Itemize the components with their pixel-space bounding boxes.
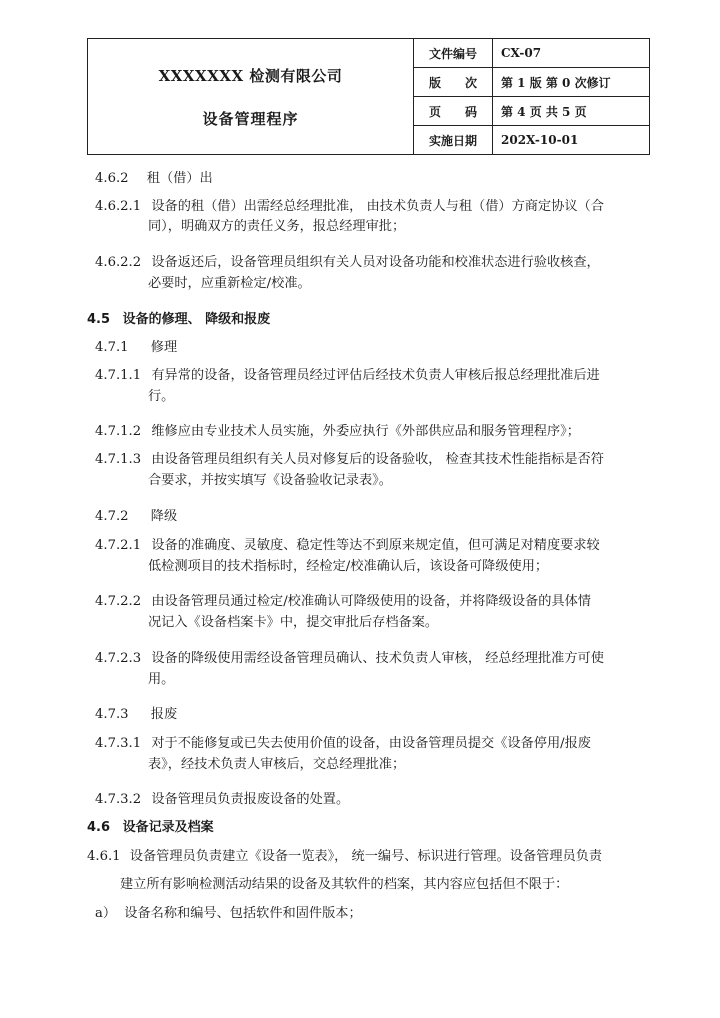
clause-text-continued: 低检测项目的技术指标时，经检定/校准确认后，该设备可降级使用； <box>148 559 549 574</box>
section-title: 修理 <box>150 340 178 355</box>
section-4-6-heading <box>87 819 214 837</box>
clause-text: 设备管理员负责报废设备的处置。 <box>151 792 350 807</box>
clause-4-6-2-2 <box>95 254 600 272</box>
document-title: 设备管理程序 <box>202 109 299 128</box>
clause-text: 设备的准确度、灵敏度、稳定性等达不到原来规定值，但可满足对精度要求较 <box>151 538 600 553</box>
company-title-cell <box>88 39 414 155</box>
clause-number: 4.7.1.3 <box>95 452 142 467</box>
clause-text-continued: 建立所有影响检测活动结果的设备及其软件的档案，其内容应包括但不限于： <box>120 877 569 892</box>
clause-text-continued: 行。 <box>148 389 175 404</box>
section-number: 4.5 <box>87 312 111 327</box>
clause-number: 4.6.2.2 <box>95 255 142 270</box>
clause-text: 设备管理员负责建立《设备一览表》， 统一编号、标识进行管理。设备管理员负责 <box>129 849 603 864</box>
company-name: XXXXXXX 检测有限公司 <box>158 66 343 85</box>
section-4-7-2 <box>95 508 177 526</box>
document-header <box>87 38 650 155</box>
clause-number: 4.6.1 <box>87 849 121 864</box>
effective-date-value: 202X-10-01 <box>493 126 650 155</box>
page-label: 页 码 <box>414 97 493 126</box>
section-number: 4.6 <box>87 820 111 835</box>
clause-number: 4.6.2.1 <box>95 199 142 214</box>
clause-text: 由设备管理员通过检定/校准确认可降级使用的设备，并将降级设备的具体情 <box>151 594 591 609</box>
clause-number: 4.7.3.1 <box>95 736 142 751</box>
doc-number-value: CX-07 <box>493 39 650 68</box>
clause-text: 由设备管理员组织有关人员对修复后的设备验收， 检查其技术性能指标是否符 <box>151 452 604 467</box>
clause-4-6-2-1 <box>95 198 604 216</box>
clause-4-6-1 <box>87 848 602 866</box>
clause-number: 4.7.1.2 <box>95 424 142 439</box>
clause-text: 有异常的设备，设备管理员经过评估后经技术负责人审核后报总经理批准后进 <box>151 368 600 383</box>
list-marker: a） <box>95 906 117 921</box>
clause-4-7-3-1 <box>95 735 591 753</box>
section-title: 降级 <box>150 509 178 524</box>
list-item-text: 设备名称和编号、包括软件和固件版本； <box>124 906 362 921</box>
clause-number: 4.7.2.3 <box>95 651 142 666</box>
edition-label: 版 次 <box>414 68 493 97</box>
section-4-5-heading <box>87 311 270 329</box>
section-number: 4.7.2 <box>95 509 129 524</box>
section-number: 4.7.3 <box>95 707 129 722</box>
clause-4-7-1-3 <box>95 451 604 469</box>
clause-4-7-3-2 <box>95 791 349 809</box>
clause-text-continued: 况记入《设备档案卡》中，提交审批后存档备案。 <box>148 615 439 630</box>
list-item-a <box>95 905 362 923</box>
section-title: 租（借）出 <box>146 171 213 186</box>
clause-text: 设备的降级使用需经设备管理员确认、技术负责人审核， 经总经理批准方可使 <box>151 651 604 666</box>
doc-number-label: 文件编号 <box>414 39 493 68</box>
edition-value: 第 1 版 第 0 次修订 <box>493 68 650 97</box>
clause-number: 4.7.2.1 <box>95 538 142 553</box>
section-number: 4.7.1 <box>95 340 129 355</box>
section-4-7-3 <box>95 706 177 724</box>
section-4-6-2 <box>95 170 213 188</box>
clause-text: 设备的租（借）出需经总经理批准， 由技术负责人与租（借）方商定协议（合 <box>151 199 604 214</box>
clause-number: 4.7.1.1 <box>95 368 142 383</box>
page-value: 第 4 页 共 5 页 <box>493 97 650 126</box>
clause-4-7-2-1 <box>95 537 600 555</box>
section-title: 设备的修理、 降级和报废 <box>122 312 271 327</box>
clause-text: 对于不能修复或已失去使用价值的设备，由设备管理员提交《设备停用/报废 <box>151 736 591 751</box>
section-title: 设备记录及档案 <box>122 820 214 835</box>
clause-4-7-1-2 <box>95 423 580 441</box>
section-title: 报废 <box>150 707 178 722</box>
clause-number: 4.7.2.2 <box>95 594 142 609</box>
clause-4-7-1-1 <box>95 367 600 385</box>
clause-4-7-2-2 <box>95 593 591 611</box>
section-4-7-1 <box>95 339 177 357</box>
clause-text: 设备返还后，设备管理员组织有关人员对设备功能和校准状态进行验收核查， <box>151 255 600 270</box>
clause-4-7-2-3 <box>95 650 604 668</box>
clause-number: 4.7.3.2 <box>95 792 142 807</box>
clause-text-continued: 必要时，应重新检定/校准。 <box>148 276 311 291</box>
clause-text-continued: 合要求，并按实填写《设备验收记录表》。 <box>148 473 392 488</box>
clause-text-continued: 表》，经技术负责人审核后，交总经理批准； <box>148 757 406 772</box>
effective-date-label: 实施日期 <box>414 126 493 155</box>
clause-text-continued: 用。 <box>148 672 175 687</box>
clause-text: 维修应由专业技术人员实施，外委应执行《外部供应品和服务管理程序》； <box>151 424 580 439</box>
clause-text-continued: 同），明确双方的责任义务，报总经理审批； <box>148 219 406 234</box>
section-number: 4.6.2 <box>95 171 129 186</box>
